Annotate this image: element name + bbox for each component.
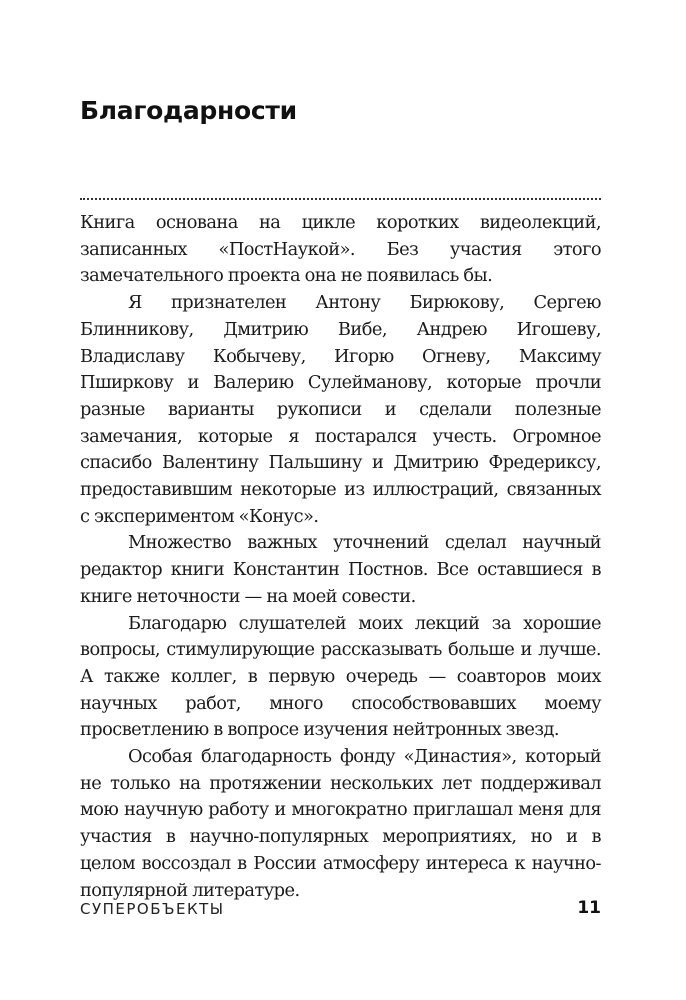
page-title: Благодарности <box>80 96 297 125</box>
page-number: 11 <box>577 898 601 918</box>
paragraph: Благодарю слушателей моих лекций за хорошие вопросы, стимулирующие рассказывать больше и лучше. А также коллег, в первую очередь — соавторов моих научных работ, много способствовавших моему просветлению в вопросе изучения нейтронных звезд. <box>80 612 601 741</box>
paragraph: Особая благодарность фонду «Династия», который не только на протяжении нескольких лет поддерживал мою научную работу и многократно приглашал меня для участия в научно-популярных мероприятиях, но и в целом воссоздал в России атмосферу интереса к научно-популярной литературе. <box>80 746 601 901</box>
paragraph: Я признателен Антону Бирюкову, Сергею Блинникову, Дмитрию Вибе, Андрею Игошеву, Владиславу Кобычеву, Игорю Огневу, Максиму Пширкову и Валерию Сулейманову, которые прочли разные варианты рукописи и сделали полезные замечания, которые я постарался учесть. Огромное спасибо Валентину Пальшину и Дмитрию Фредериксу, предоставившим некоторые из иллюстраций, связанных с экспериментом «Конус». <box>80 292 601 527</box>
dotted-divider <box>80 198 601 200</box>
paragraph: Книга основана на цикле коротких видеолекций, записанных «ПостНаукой». Без участия этого замечательного проекта она не появилась бы. <box>80 212 601 287</box>
running-footer-title: СУПЕРОБЪЕКТЫ <box>80 900 225 918</box>
paragraph: Множество важных уточнений сделал научный редактор книги Константин Постнов. Все оставшиеся в книге неточности — на моей совести. <box>80 532 601 607</box>
body-text <box>80 210 601 904</box>
